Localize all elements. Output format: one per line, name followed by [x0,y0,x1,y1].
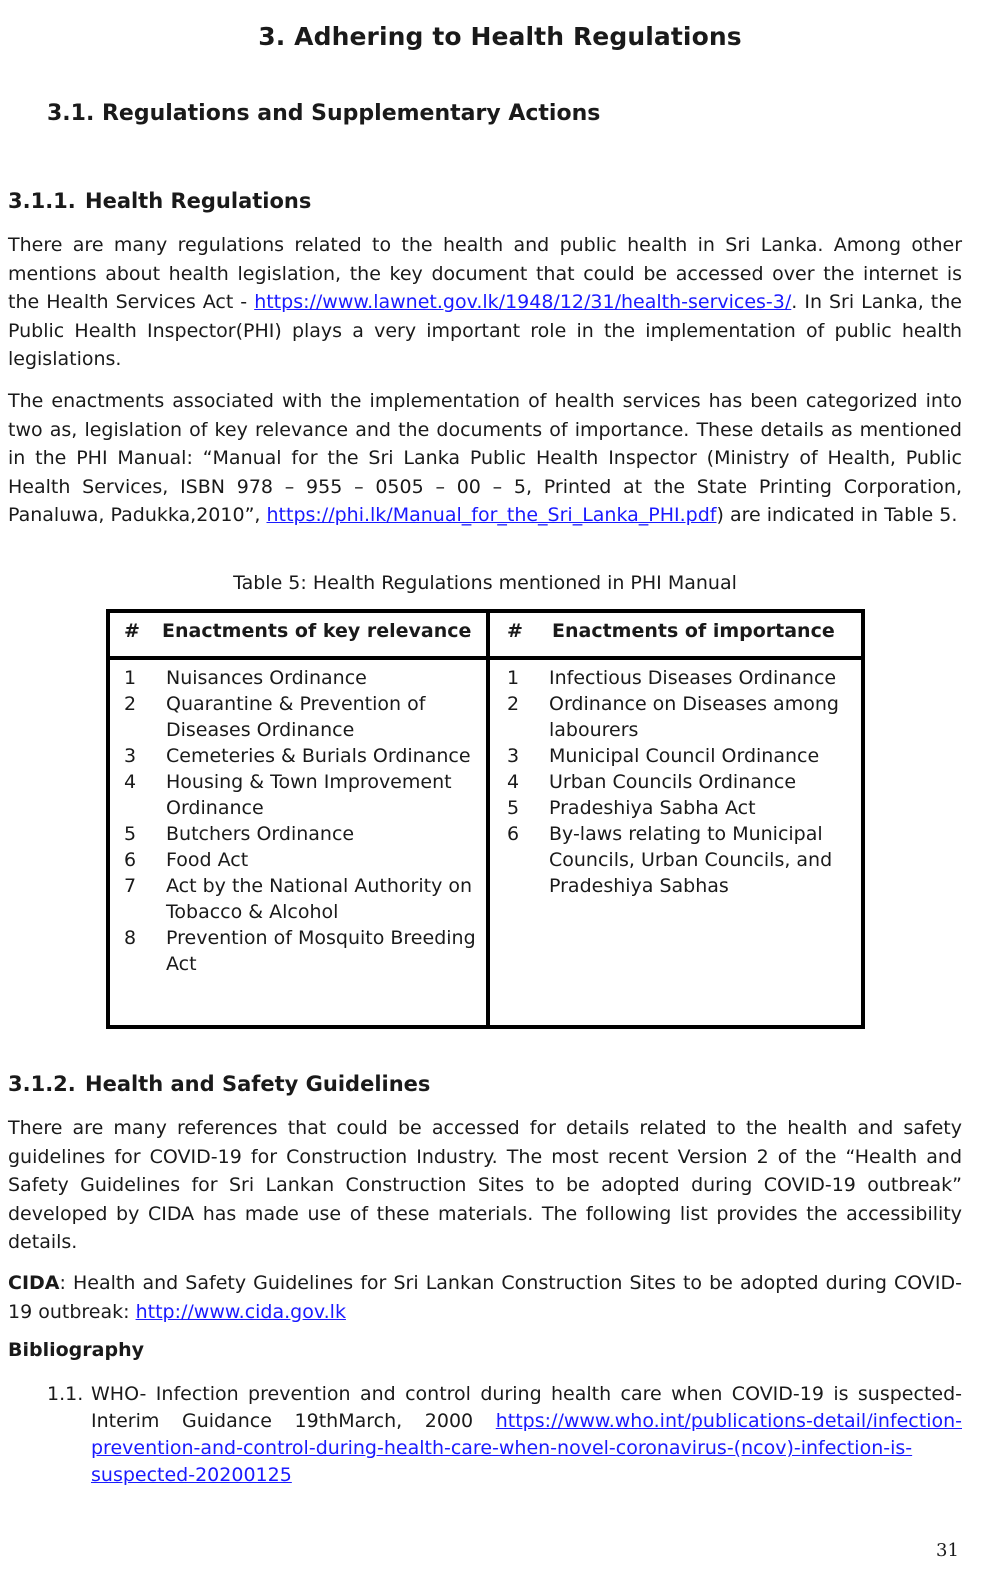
health-services-act-link[interactable]: https://www.lawnet.gov.lk/1948/12/31/health-services-3/ [254,291,792,314]
bibliography-text [91,1381,962,1489]
row-text: Housing & Town Improvement Ordinance [166,771,452,819]
table-caption: Table 5: Health Regulations mentioned in PHI Manual [233,572,737,594]
paragraph-text: There are many regulations related to the health and public health in Sri Lanka. Among other mentions about health legislation, the key document that could be accessed over the internet is the Health Services Act - [8,234,962,314]
row-text: Nuisances Ordinance [166,667,367,689]
row-number: 1 [507,667,520,689]
bibliography-item [47,1381,962,1489]
right-column-header: Enactments of importance [552,620,835,642]
chapter-heading: 3. Adhering to Health Regulations [258,22,742,51]
table-row [507,795,867,821]
page-number: 31 [936,1540,959,1561]
subsection-number: 3.1.2. [8,1072,76,1096]
health-regulations-paragraph-2 [8,387,962,530]
bibliography-heading: Bibliography [8,1339,144,1361]
row-number: 4 [507,771,520,793]
row-text: Prevention of Mosquito Breeding Act [166,927,476,975]
subsection-heading-health-safety-guidelines [8,1072,430,1096]
row-text: Food Act [166,849,249,871]
left-column-list [124,665,482,977]
row-text: By-laws relating to Municipal Councils, Urban Councils, and Pradeshiya Sabhas [549,823,833,897]
table-row [124,821,482,847]
paragraph-text: ) are indicated in Table 5. [716,504,958,527]
reference-text: WHO- Infection prevention and control during health care when COVID-19 is suspected- Interim Guidance 19thMarch, 2000 [91,1383,962,1432]
row-number: 5 [507,797,520,819]
row-text: Pradeshiya Sabha Act [549,797,756,819]
table-header-divider [110,656,861,660]
row-text: Urban Councils Ordinance [549,771,797,793]
row-number: 3 [507,745,520,767]
table-row [507,743,867,769]
row-number: 4 [124,771,137,793]
row-text: Municipal Council Ordinance [549,745,820,767]
row-number: 6 [124,849,137,871]
cida-link[interactable]: http://www.cida.gov.lk [135,1300,346,1323]
subsection-title: Health Regulations [85,189,312,213]
table-row [507,821,867,899]
row-number: 3 [124,745,137,767]
row-text: Act by the National Authority on Tobacco & Alcohol [166,875,473,923]
section-heading: 3.1. Regulations and Supplementary Actions [47,101,601,126]
left-header-number: # [124,620,140,642]
cida-paragraph [8,1269,962,1326]
row-text: Quarantine & Prevention of Diseases Ordinance [166,693,426,741]
table-row [124,769,482,821]
left-column-header: Enactments of key relevance [162,620,472,642]
right-header-number: # [507,620,523,642]
row-number: 2 [507,693,520,715]
row-text: Infectious Diseases Ordinance [549,667,837,689]
paragraph-text: . In Sri Lanka, the Public Health Inspector(PHI) plays a very important role in the implementation of public health legislations. [8,291,962,371]
row-number: 8 [124,927,137,949]
phi-manual-link[interactable]: https://phi.lk/Manual_for_the_Sri_Lanka_PHI.pdf [266,504,717,527]
table-row [507,769,867,795]
bibliography-number: 1.1. [47,1383,84,1405]
subsection-heading-health-regulations [8,189,311,213]
table-row [124,665,482,691]
subsection-number: 3.1.1. [8,189,76,213]
table-row [124,925,482,977]
table-row [507,691,867,743]
who-guidance-link[interactable]: https://www.who.int/publications-detail/infection-prevention-and-control-during-health-care-when-novel-coronavirus-(ncov)-infection-is-suspected-20200125 [91,1410,962,1486]
row-text: Ordinance on Diseases among labourers [549,693,839,741]
row-number: 1 [124,667,137,689]
row-number: 5 [124,823,137,845]
table-row [124,691,482,743]
paragraph-text: : Health and Safety Guidelines for Sri Lankan Construction Sites to be adopted during COVID-19 outbreak: [8,1272,962,1323]
subsection-title: Health and Safety Guidelines [85,1072,431,1096]
table-column-divider [486,613,490,1025]
table-row [124,873,482,925]
row-text: Cemeteries & Burials Ordinance [166,745,471,767]
row-number: 2 [124,693,137,715]
table-row [507,665,867,691]
cida-label: CIDA [8,1272,60,1294]
health-regulations-paragraph-1 [8,231,962,374]
row-number: 7 [124,875,137,897]
row-text: Butchers Ordinance [166,823,355,845]
paragraph-text: The enactments associated with the implementation of health services has been categorized into two as, legislation of key relevance and the documents of importance. These details as mentioned in the PHI Manual: “Manual for the Sri Lanka Public Health Inspector (Ministry of Health, Public Health Services, ISBN 978 – 955 – 0505 – 00 – 5, Printed at the State Printing Corporation, Panaluwa, Padukka,2010”, [8,390,962,527]
row-number: 6 [507,823,520,845]
table-row [124,847,482,873]
guidelines-paragraph: There are many references that could be accessed for details related to the health and safety guidelines for COVID-19 for Construction Industry. The most recent Version 2 of the “Health and Safety Guidelines for Sri Lankan Construction Sites to be adopted during COVID-19 outbreak” developed by CIDA has made use of these materials. The following list provides the accessibility details. [8,1117,962,1254]
right-column-list [507,665,867,899]
health-regulations-table [106,609,865,1029]
table-row [124,743,482,769]
